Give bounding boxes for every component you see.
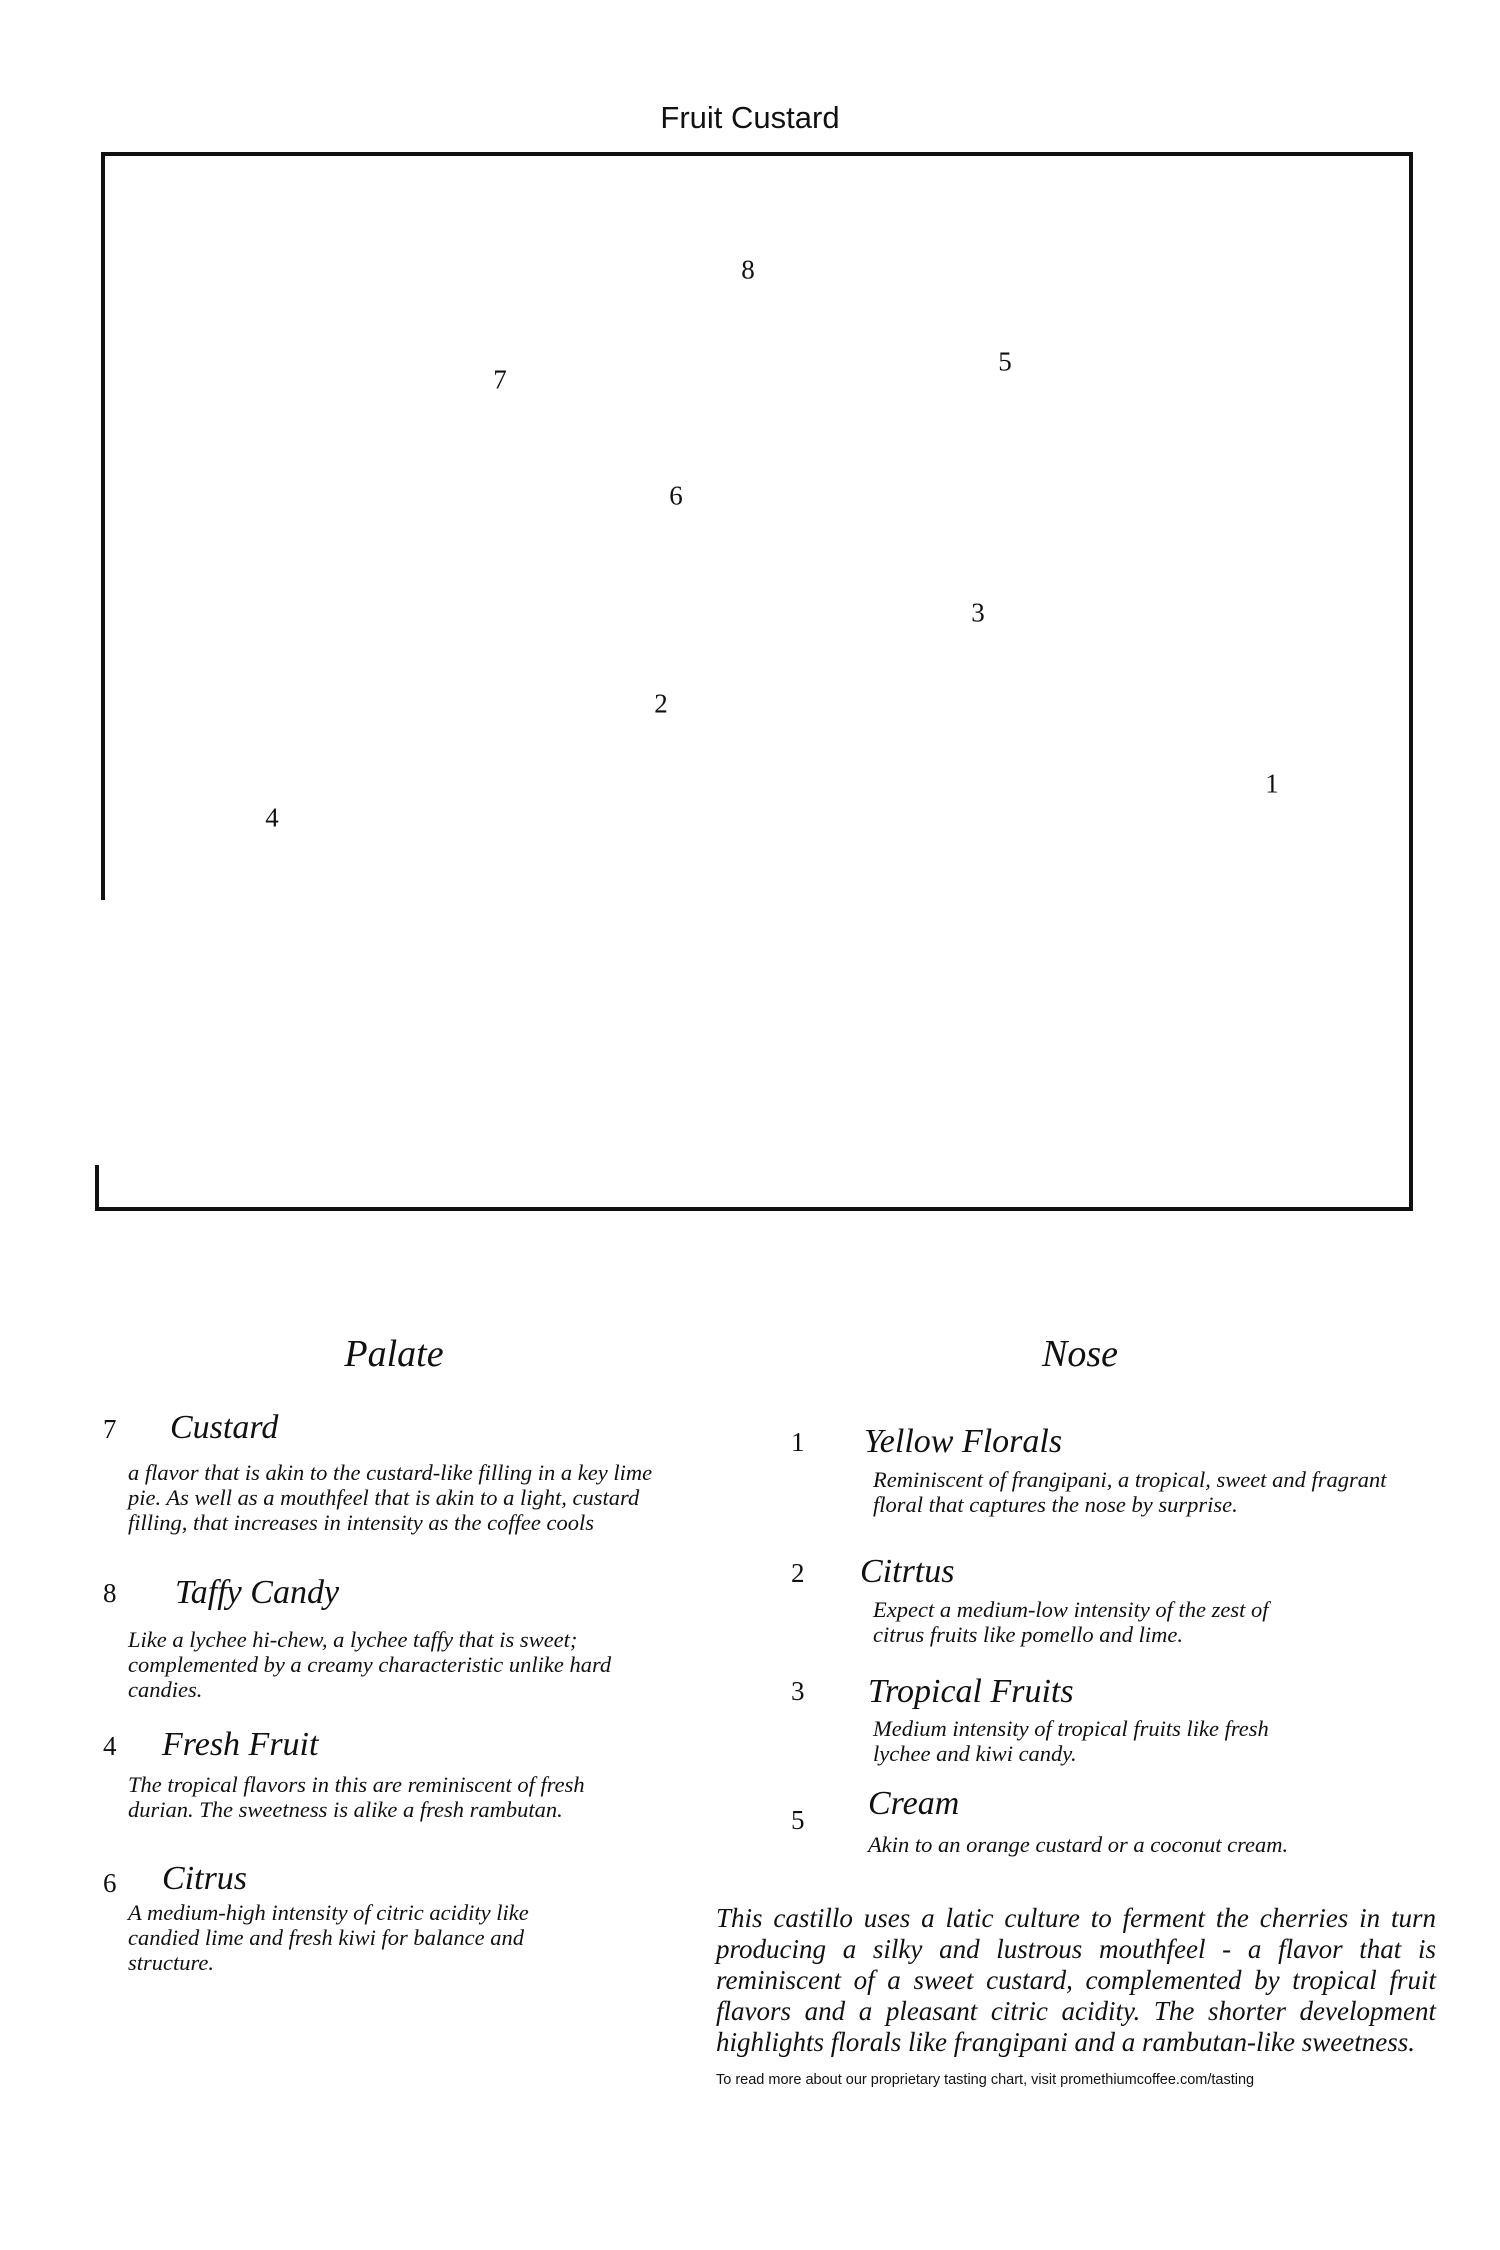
chart-point-1: 1 <box>1265 768 1279 799</box>
palate-item-number: 8 <box>103 1578 117 1608</box>
chart-frame-left <box>101 152 105 900</box>
nose-item-title: Cream <box>868 1785 960 1822</box>
chart-point-8: 8 <box>741 254 755 285</box>
palate-item-number: 6 <box>103 1868 117 1898</box>
palate-item-title: Citrus <box>162 1860 248 1897</box>
page-title: Fruit Custard <box>660 100 840 135</box>
nose-item-title: Citrtus <box>860 1553 955 1590</box>
palate-item-description: a flavor that is akin to the custard-like filling in a key lime pie. As well as a mouthfeel that is akin to a light, custard filling, that increases in intensity as the coffee cools <box>128 1460 653 1535</box>
palate-item-description: A medium-high intensity of citric acidity like candied lime and fresh kiwi for balance and structure. <box>128 1900 529 1975</box>
chart-frame-top <box>101 152 1412 156</box>
nose-item-description: Reminiscent of frangipani, a tropical, sweet and fragrant floral that captures the nose by surprise. <box>873 1467 1387 1517</box>
nose-item-number: 3 <box>791 1676 805 1706</box>
chart-point-6: 6 <box>669 480 683 511</box>
nose-item-number: 1 <box>791 1427 805 1457</box>
nose-item-description: Medium intensity of tropical fruits like fresh lychee and kiwi candy. <box>873 1716 1269 1766</box>
nose-item-description: Expect a medium-low intensity of the zest of citrus fruits like pomello and lime. <box>873 1597 1269 1647</box>
nose-item-number: 2 <box>791 1558 805 1588</box>
nose-item-title: Tropical Fruits <box>868 1673 1074 1710</box>
chart-frame-left-lower <box>95 1165 99 1211</box>
chart-point-7: 7 <box>493 364 507 395</box>
nose-item-title: Yellow Florals <box>864 1423 1063 1460</box>
palate-item-number: 7 <box>103 1414 117 1444</box>
footer-note: To read more about our proprietary tasting chart, visit promethiumcoffee.com/tasting <box>716 2072 1255 2088</box>
chart-point-2: 2 <box>654 688 668 719</box>
chart-frame-bottom <box>95 1207 1413 1211</box>
palate-item-number: 4 <box>103 1731 117 1761</box>
palate-item-description: The tropical flavors in this are reminiscent of fresh durian. The sweetness is alike a fresh rambutan. <box>128 1772 585 1822</box>
chart-point-4: 4 <box>265 802 279 833</box>
chart-frame-right <box>1409 152 1413 1210</box>
palate-heading: Palate <box>344 1333 444 1375</box>
palate-item-title: Taffy Candy <box>175 1574 340 1611</box>
chart-point-3: 3 <box>971 597 985 628</box>
chart-point-5: 5 <box>998 346 1012 377</box>
palate-item-title: Custard <box>170 1409 279 1446</box>
palate-item-description: Like a lychee hi-chew, a lychee taffy that is sweet; complemented by a creamy characteristic unlike hard candies. <box>128 1627 612 1702</box>
palate-item-title: Fresh Fruit <box>162 1726 319 1763</box>
nose-item-description: Akin to an orange custard or a coconut cream. <box>868 1832 1289 1857</box>
coffee-summary: This castillo uses a latic culture to ferment the cherries in turn producing a silky and lustrous mouthfeel - a flavor that is reminiscent of a sweet custard, complemented by tropical fruit flavors and a pleasant citric acidity. The shorter development highlights florals like frangipani and a rambutan-like sweetness. <box>716 1903 1436 2057</box>
nose-item-number: 5 <box>791 1805 805 1835</box>
nose-heading: Nose <box>1042 1333 1118 1375</box>
